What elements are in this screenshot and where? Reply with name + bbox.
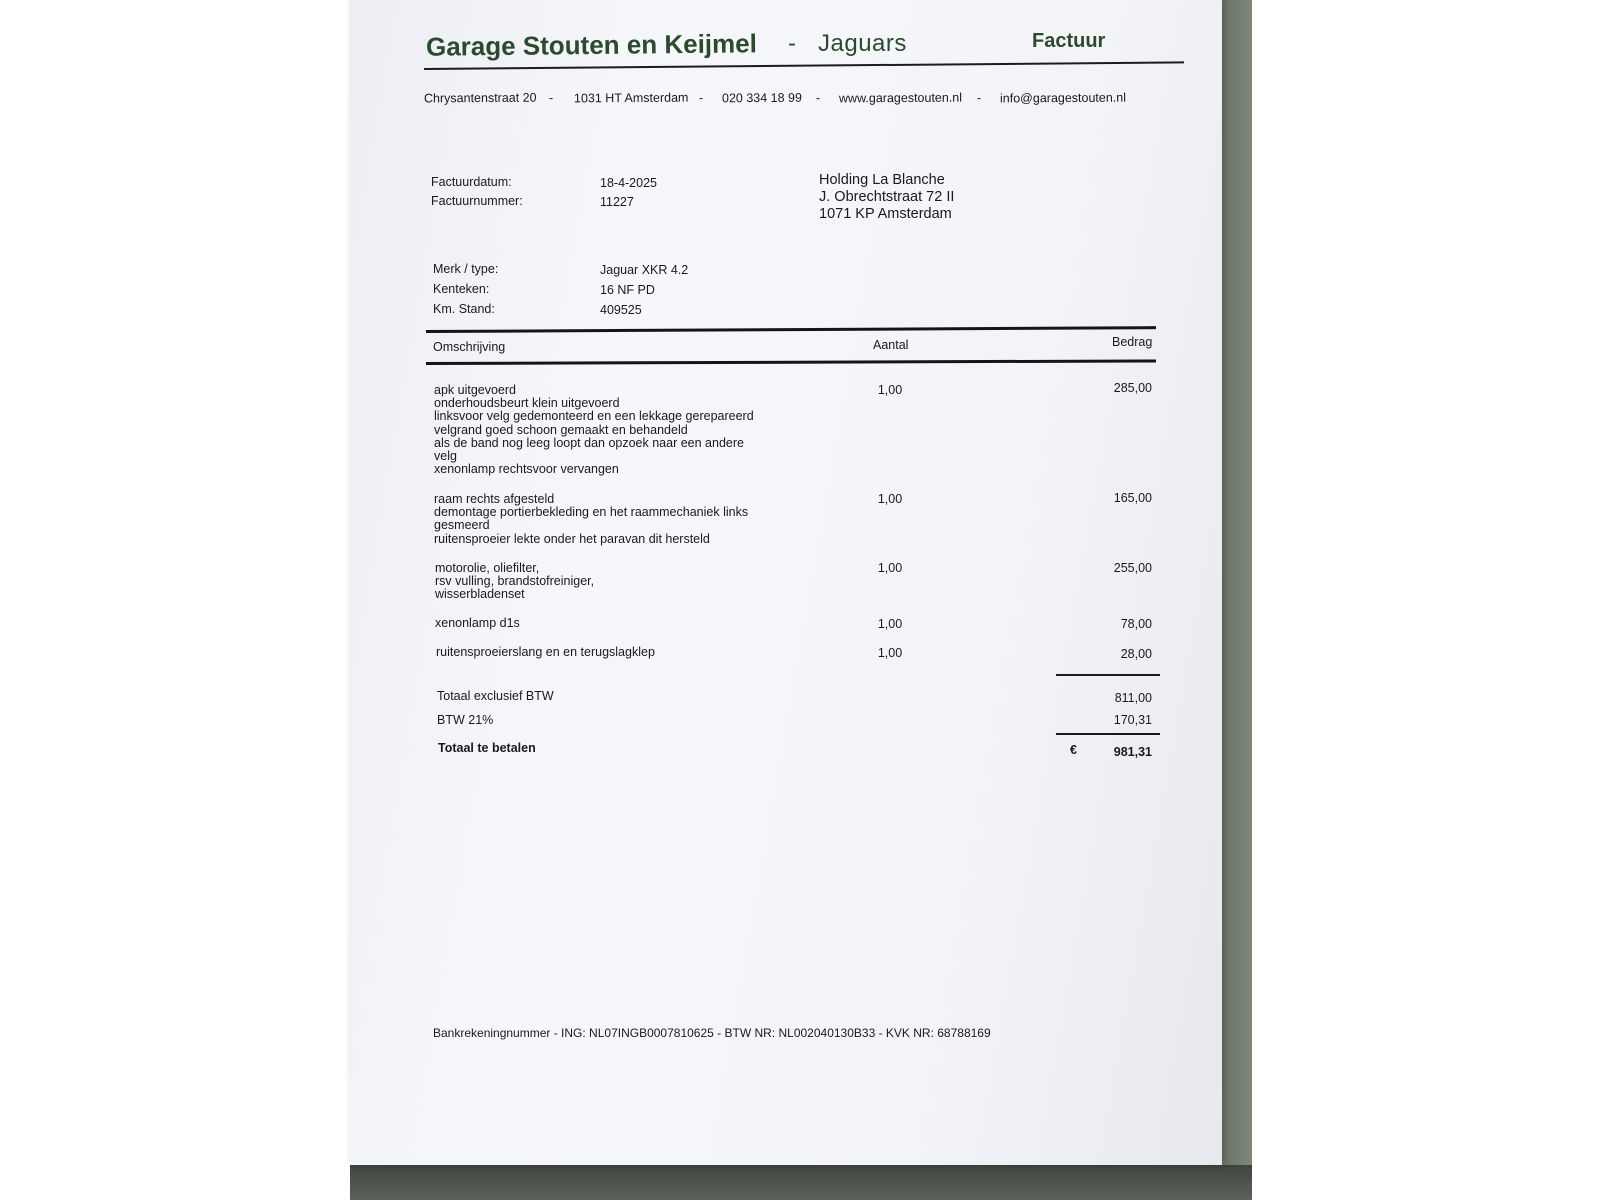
description-line: linksvoor velg gedemonteerd en een lekkage gerepareerd <box>434 409 754 424</box>
vat-value: 170,31 <box>1113 713 1152 727</box>
background-bottom <box>350 1165 1252 1200</box>
table-row-quantity: 1,00 <box>877 646 903 660</box>
contact-street: Chrysantenstraat 20 <box>423 90 537 106</box>
vehicle-plate-label: Kenteken: <box>433 282 490 296</box>
background-left <box>0 0 350 1200</box>
invoice-number-label: Factuurnummer: <box>431 194 523 208</box>
header-rule <box>424 61 1184 70</box>
client-city: 1071 KP Amsterdam <box>819 206 952 222</box>
contact-separator: - <box>815 90 821 106</box>
vehicle-make-value: Jaguar XKR 4.2 <box>600 263 689 277</box>
table-row-quantity: 1,00 <box>877 492 903 506</box>
invoice-date-value: 18-4-2025 <box>600 176 657 190</box>
subtotal-rule <box>1056 674 1160 676</box>
company-name: Garage Stouten en Keijmel <box>425 28 758 62</box>
grand-total-value: 981,31 <box>1113 745 1152 759</box>
description-line: velg <box>434 449 457 464</box>
table-row-quantity: 1,00 <box>877 383 903 397</box>
table-row-amount: 28,00 <box>1120 647 1152 661</box>
grand-total-label: Totaal te betalen <box>438 741 536 755</box>
description-line: als de band nog leeg loopt dan opzoek naar een andere <box>434 435 744 450</box>
description-line: velgrand goed schoon gemaakt en behandeld <box>434 422 688 437</box>
table-row-description <box>435 617 520 630</box>
table-header-rule <box>426 359 1156 365</box>
contact-website: www.garagestouten.nl <box>838 90 963 106</box>
background-strip <box>1222 0 1252 1200</box>
table-top-rule <box>426 326 1156 333</box>
table-row-description <box>435 562 594 602</box>
table-row-description <box>434 384 754 476</box>
table-row-quantity: 1,00 <box>877 561 903 575</box>
client-address: J. Obrechtstraat 72 II <box>819 189 955 205</box>
description-line: ruitensproeierslang en en terugslagklep <box>436 645 655 659</box>
vat-label: BTW 21% <box>437 713 494 727</box>
contact-separator: - <box>976 90 982 106</box>
description-line: xenonlamp d1s <box>435 616 520 630</box>
vehicle-make-label: Merk / type: <box>433 262 499 276</box>
description-line: raam rechts afgesteld <box>434 492 555 506</box>
table-row-description <box>434 493 748 546</box>
description-line: motorolie, oliefilter, <box>435 561 540 575</box>
document-title: Factuur <box>1032 30 1106 52</box>
vehicle-plate-value: 16 NF PD <box>600 283 655 297</box>
description-line: apk uitgevoerd <box>434 383 517 397</box>
vehicle-km-value: 409525 <box>600 303 642 317</box>
table-row-amount: 255,00 <box>1113 561 1152 575</box>
header-separator: - <box>788 30 796 57</box>
total-rule <box>1056 733 1160 735</box>
contact-separator: - <box>698 90 704 106</box>
client-name: Holding La Blanche <box>819 172 945 188</box>
column-header-amount: Bedrag <box>1112 335 1153 349</box>
contact-email: info@garagestouten.nl <box>999 90 1127 106</box>
description-line: wisserbladenset <box>435 587 525 602</box>
background-right <box>1252 0 1600 1200</box>
column-header-quantity: Aantal <box>873 338 909 352</box>
footer-bank-details: Bankrekeningnummer - ING: NL07INGB0007810625 - BTW NR: NL002040130B33 - KVK NR: 68788169 <box>433 1026 991 1040</box>
currency-symbol: € <box>1070 743 1077 757</box>
table-row-amount: 285,00 <box>1113 381 1152 395</box>
table-row-amount: 165,00 <box>1113 491 1152 505</box>
total-excl-vat-label: Totaal exclusief BTW <box>437 689 554 703</box>
description-line: demontage portierbekleding en het raammechaniek links <box>434 505 749 520</box>
total-excl-vat-value: 811,00 <box>1114 691 1152 705</box>
table-row-quantity: 1,00 <box>877 617 903 631</box>
column-header-description: Omschrijving <box>433 340 506 354</box>
description-line: gesmeerd <box>434 518 490 533</box>
invoice-date-label: Factuurdatum: <box>431 175 512 189</box>
company-tagline: Jaguars <box>818 30 907 57</box>
invoice-paper <box>350 0 1222 1165</box>
description-line: xenonlamp rechtsvoor vervangen <box>434 462 619 477</box>
description-line: ruitensproeier lekte onder het paravan dit hersteld <box>434 531 710 546</box>
contact-city: 1031 HT Amsterdam <box>573 90 689 106</box>
description-line: onderhoudsbeurt klein uitgevoerd <box>434 396 620 411</box>
table-row-amount: 78,00 <box>1120 617 1152 631</box>
contact-phone: 020 334 18 99 <box>721 90 803 106</box>
contact-separator: - <box>548 90 554 106</box>
description-line: rsv vulling, brandstofreiniger, <box>435 574 595 589</box>
invoice-number-value: 11227 <box>600 195 634 209</box>
vehicle-km-label: Km. Stand: <box>433 302 495 316</box>
table-row-description <box>436 646 655 659</box>
